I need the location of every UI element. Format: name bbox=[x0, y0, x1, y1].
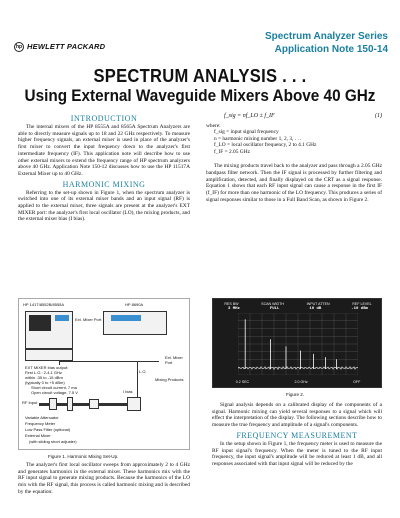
definition-n: n = harmonic mixing number 1, 2, 3, . . . bbox=[214, 135, 302, 142]
bias-note-5: Short circuit current, 7 ma bbox=[31, 385, 77, 390]
application-note-number: Application Note 150-14 bbox=[274, 44, 388, 55]
signal-analysis-paragraph: Signal analysis depends on a calibrated display of the components of a signal. Harmonic mixing can yield several responses to a signal which will effect the interpretation of the display. The following sections describe how to measure the true frequency and amplitude of a signal's components. bbox=[212, 402, 382, 429]
where-label: where: bbox=[206, 122, 221, 129]
figure-2-spectrum-display bbox=[212, 298, 382, 388]
frequency-meter-block bbox=[67, 397, 73, 411]
bias-note-2: First L.O.: 2-4.1 GHz bbox=[25, 370, 62, 375]
company-name: HEWLETT PACKARD bbox=[27, 42, 106, 51]
equation-definitions bbox=[206, 123, 382, 156]
introduction-heading: INTRODUCTION bbox=[70, 114, 138, 123]
frequency-value: 2.0 GHz bbox=[294, 380, 308, 384]
rf-input-label: RF Input bbox=[22, 400, 38, 405]
source-label: HP 8690A bbox=[125, 302, 144, 307]
frequency-measurement-heading: FREQUENCY MEASUREMENT bbox=[236, 430, 358, 440]
analyzer-panel bbox=[55, 315, 69, 321]
scan-time-value: 0.2 SEC bbox=[235, 380, 250, 384]
bias-note-4: (typically 0 to +5 dBm) bbox=[25, 380, 65, 385]
variable-attenuator-block bbox=[49, 398, 57, 410]
display-header-labels bbox=[213, 302, 383, 306]
video-filter-value: OFF bbox=[353, 380, 361, 384]
series-heading bbox=[265, 30, 388, 56]
series-title: Spectrum Analyzer Series bbox=[264, 31, 388, 42]
ref-level-label: REF LEVEL bbox=[352, 302, 372, 306]
equation-expression: f_sig = nf_LO ± f_IF bbox=[224, 113, 275, 119]
definition-flo: f_LO = local oscillator frequency, 2 to 4.1 GHz bbox=[214, 142, 317, 149]
definition-fsig: f_sig = input signal frequency bbox=[214, 129, 279, 136]
ext-mixer-port-label-2: Ext. Mixer Port bbox=[165, 355, 183, 365]
ext-mixer-port-label: Ext. Mixer Port bbox=[75, 317, 102, 322]
crt-graticule bbox=[238, 313, 358, 375]
analyzer-crt bbox=[29, 315, 51, 331]
legend-item-low-pass-filter: Low Pass Filter (optional) bbox=[25, 427, 71, 432]
analyzer-label: HP 141T/8552B/8555A bbox=[23, 302, 65, 307]
legend-item-attenuator: Variable Attenuator bbox=[25, 415, 59, 420]
mixing-products-paragraph: The mixing products travel back to the analyzer and pass through a 2.05 GHz bandpass filter network. Then the IF signal is processed by further filtering and amplification, detected, and finally displayed on the CRT as a signal response. Equation 1 shows that each RF input signal can cause a response in the first IF (f_IF) for more than one harmonic of the LO frequency. This produces a series of signal responses similar to those in a Full Band Scan, as shown in Figure 2. bbox=[206, 163, 382, 203]
equation-number: (1) bbox=[375, 113, 382, 119]
left-bottom-text bbox=[18, 462, 190, 498]
legend-item-frequency-meter: Frequency Meter bbox=[25, 421, 56, 426]
external-mixer-block bbox=[127, 397, 141, 411]
res-bw-value: 3 MHz bbox=[227, 307, 240, 311]
hp-logo bbox=[14, 40, 105, 53]
source-panel bbox=[111, 315, 141, 321]
scan-width-value: FULL bbox=[269, 307, 280, 311]
left-column bbox=[18, 113, 190, 225]
lo-label: L.O. bbox=[139, 369, 147, 374]
display-footer bbox=[213, 380, 383, 384]
ibias-label: I bias bbox=[123, 389, 133, 394]
legend-item-sliding-short: (with sliding short adjuster) bbox=[29, 439, 77, 444]
scan-width-label: SCAN WIDTH bbox=[261, 302, 284, 306]
introduction-paragraph: The internal mixers of the HP 8555A and 8565A Spectrum Analyzers are able to directly measure signals up to 18 and 22 GHz respectively. To measure higher frequency signals, an external mixer is used in place of the analyzer's first mixer to convert the input frequency down to the analyzer's first intermediate frequency (IF). This application note will describe how to use other external mixers to extend the frequency range of HP spectrum analyzers above 40 GHz. Application Note 150-12 discusses how to use the HP 11517A External Mixer up to 40 GHz. bbox=[18, 124, 190, 177]
page-subtitle: Using External Waveguide Mixers Above 40 GHz bbox=[24, 86, 376, 105]
bias-note-3: within -35 to -15 dBm bbox=[25, 375, 63, 380]
low-pass-filter-block bbox=[89, 399, 99, 409]
graticule-grid bbox=[238, 313, 358, 375]
input-atten-value: 10 dB bbox=[309, 307, 322, 311]
figure-1-setup-diagram bbox=[18, 298, 190, 450]
hp-logo-icon: hp bbox=[15, 43, 23, 50]
lo-cable bbox=[59, 361, 159, 362]
bias-note-6: Open circuit voltage, 7.5 V bbox=[31, 390, 78, 395]
right-column bbox=[206, 113, 382, 205]
figure-2-caption: Figure 2. bbox=[286, 392, 305, 397]
legend-item-external-mixer: External Mixer bbox=[25, 433, 51, 438]
input-atten-label: INPUT ATTEN bbox=[306, 302, 330, 306]
res-bw-label: RES BW bbox=[224, 302, 239, 306]
harmonic-mixing-heading: HARMONIC MIXING bbox=[62, 179, 146, 189]
harmonic-mixing-paragraph: Referring to the set-up shown in Figure 1, when the spectrum analyzer is switched into one of its external mixer bands and an input signal (RF) is applied to the external mixer, three signals are present at the analyzer's EXT MIXER port: the analyzer's first local oscillator (LO), the mixing products, and the external mixer bias (I bias). bbox=[18, 189, 190, 223]
right-bottom-text bbox=[212, 402, 382, 470]
figure-1-caption: Figure 1. Harmonic Mixing Set-Up. bbox=[48, 454, 119, 459]
page-title: SPECTRUM ANALYSIS . . . bbox=[93, 66, 307, 86]
ref-level-value: -10 dBm bbox=[351, 307, 369, 311]
mixing-products-label: Mixing Products bbox=[155, 377, 184, 382]
bias-note-1: EXT MIXER bias output: bbox=[25, 365, 69, 370]
frequency-measurement-paragraph: In the setup shown in Figure 1, the frequency meter is used to measure the RF input signal's frequency. When the meter is tuned to the RF input frequency, the input signal's amplitude will be reduced at least 1 dB, and all responses associated with that input signal will be reduced by the bbox=[212, 440, 382, 467]
equation-1 bbox=[224, 113, 382, 120]
analyzer-lower-module bbox=[25, 349, 73, 361]
local-oscillator-paragraph: The analyzer's first local oscillator sweeps from approximately 2 to 4 GHz and generates harmonics in the external mixer. These harmonics mix with the RF input signal to generate mixing products. Because the harmonics of the LO mix with the RF signal, this process is called harmonic mixing and is described by the equation: bbox=[18, 462, 190, 495]
definition-fif: f_IF = 2.05 GHz bbox=[214, 148, 250, 155]
display-header-values bbox=[213, 307, 383, 311]
